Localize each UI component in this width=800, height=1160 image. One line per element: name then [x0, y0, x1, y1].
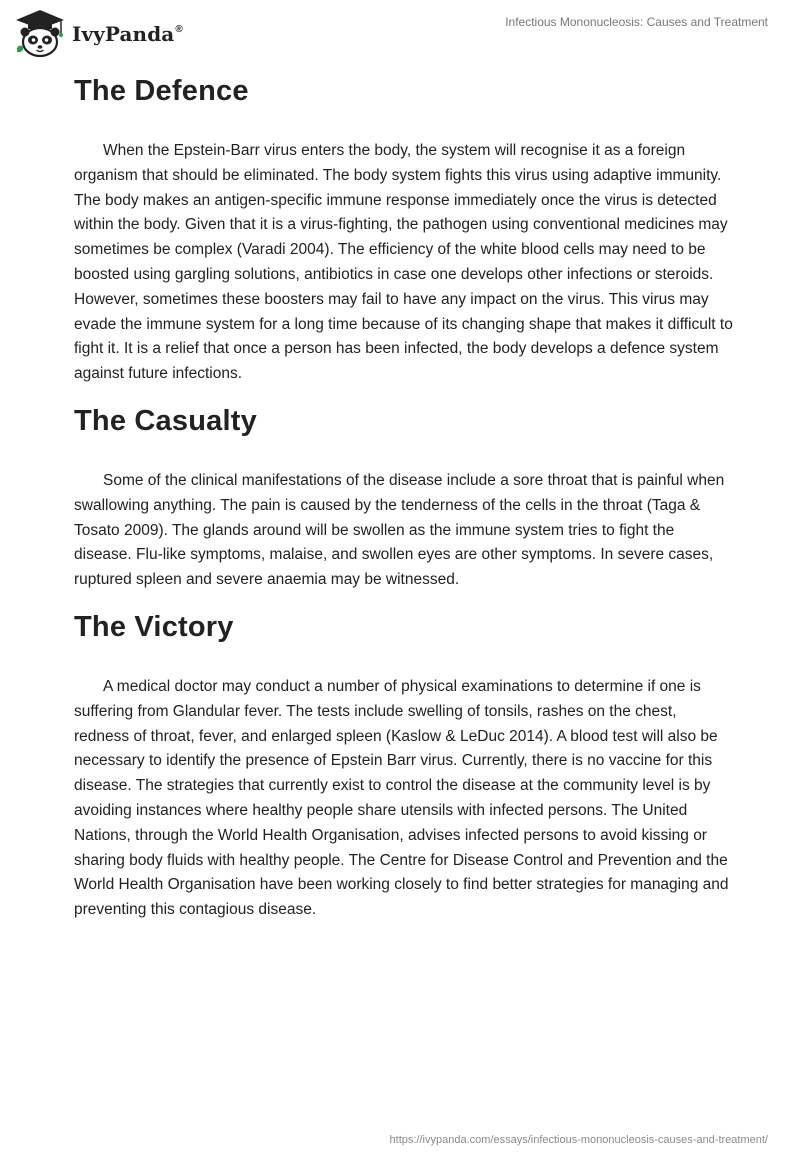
- registered-mark: ®: [175, 24, 183, 35]
- section-heading-casualty: The Casualty: [74, 404, 257, 437]
- panda-graduate-icon: [14, 8, 66, 58]
- section-heading-victory: The Victory: [74, 610, 234, 643]
- section-heading-defence: The Defence: [74, 75, 249, 107]
- essay-content: [74, 72, 734, 938]
- section-paragraph-defence: When the Epstein-Barr virus enters the body, the system will recognise it as a foreign organism that should be eliminated. The body system fights this virus using adaptive immunity. The body makes an antigen-specific immune response immediately once the virus is detected within the body. Given that it is a virus-fighting, the pathogen using conventional medicines may sometimes be complex (Varadi 2004). The efficiency of the white blood cells may need to be boosted using gargling solutions, antibiotics in case one develops other infections or steroids. However, sometimes these boosters may fail to have any impact on the virus. This virus may evade the immune system for a long time because of its changing shape that makes it difficult to fight it. It is a relief that once a person has been infected, the body develops a defence system against future infections.: [74, 142, 733, 383]
- section-paragraph-victory: A medical doctor may conduct a number of physical examinations to determine if one is suffering from Glandular fever. The tests include swelling of tonsils, rashes on the chest, redness of throat, fever, and enlarged spleen (Kaslow & LeDuc 2014). A blood test will also be necessary to identify the presence of Epstein Barr virus. Currently, there is no vaccine for this disease. The strategies that currently exist to control the disease at the community level is by avoiding instances where healthy people share utensils with infected persons. The United Nations, through the World Health Organisation, advises infected persons to avoid kissing or sharing body fluids with healthy people. The Centre for Disease Control and Prevention and the World Health Organisation have been working closely to find better strategies for managing and preventing this contagious disease.: [74, 677, 729, 919]
- page-header: [0, 0, 800, 60]
- ivypanda-logo[interactable]: [14, 8, 183, 58]
- document-title: Infectious Mononucleosis: Causes and Treatment: [505, 15, 768, 29]
- section-paragraph-casualty: Some of the clinical manifestations of the disease include a sore throat that is painful when swallowing anything. The pain is caused by the tenderness of the cells in the throat (Taga & Tosato 2009). The glands around will be swollen as the immune system tries to fight the disease. Flu-like symptoms, malaise, and swollen eyes are other symptoms. In severe cases, ruptured spleen and severe anaemia may be witnessed.: [74, 471, 725, 589]
- brand-name: IvyPanda®: [72, 22, 183, 46]
- source-url-link[interactable]: https://ivypanda.com/essays/infectious-mononucleosis-causes-and-treatment/: [389, 1134, 768, 1146]
